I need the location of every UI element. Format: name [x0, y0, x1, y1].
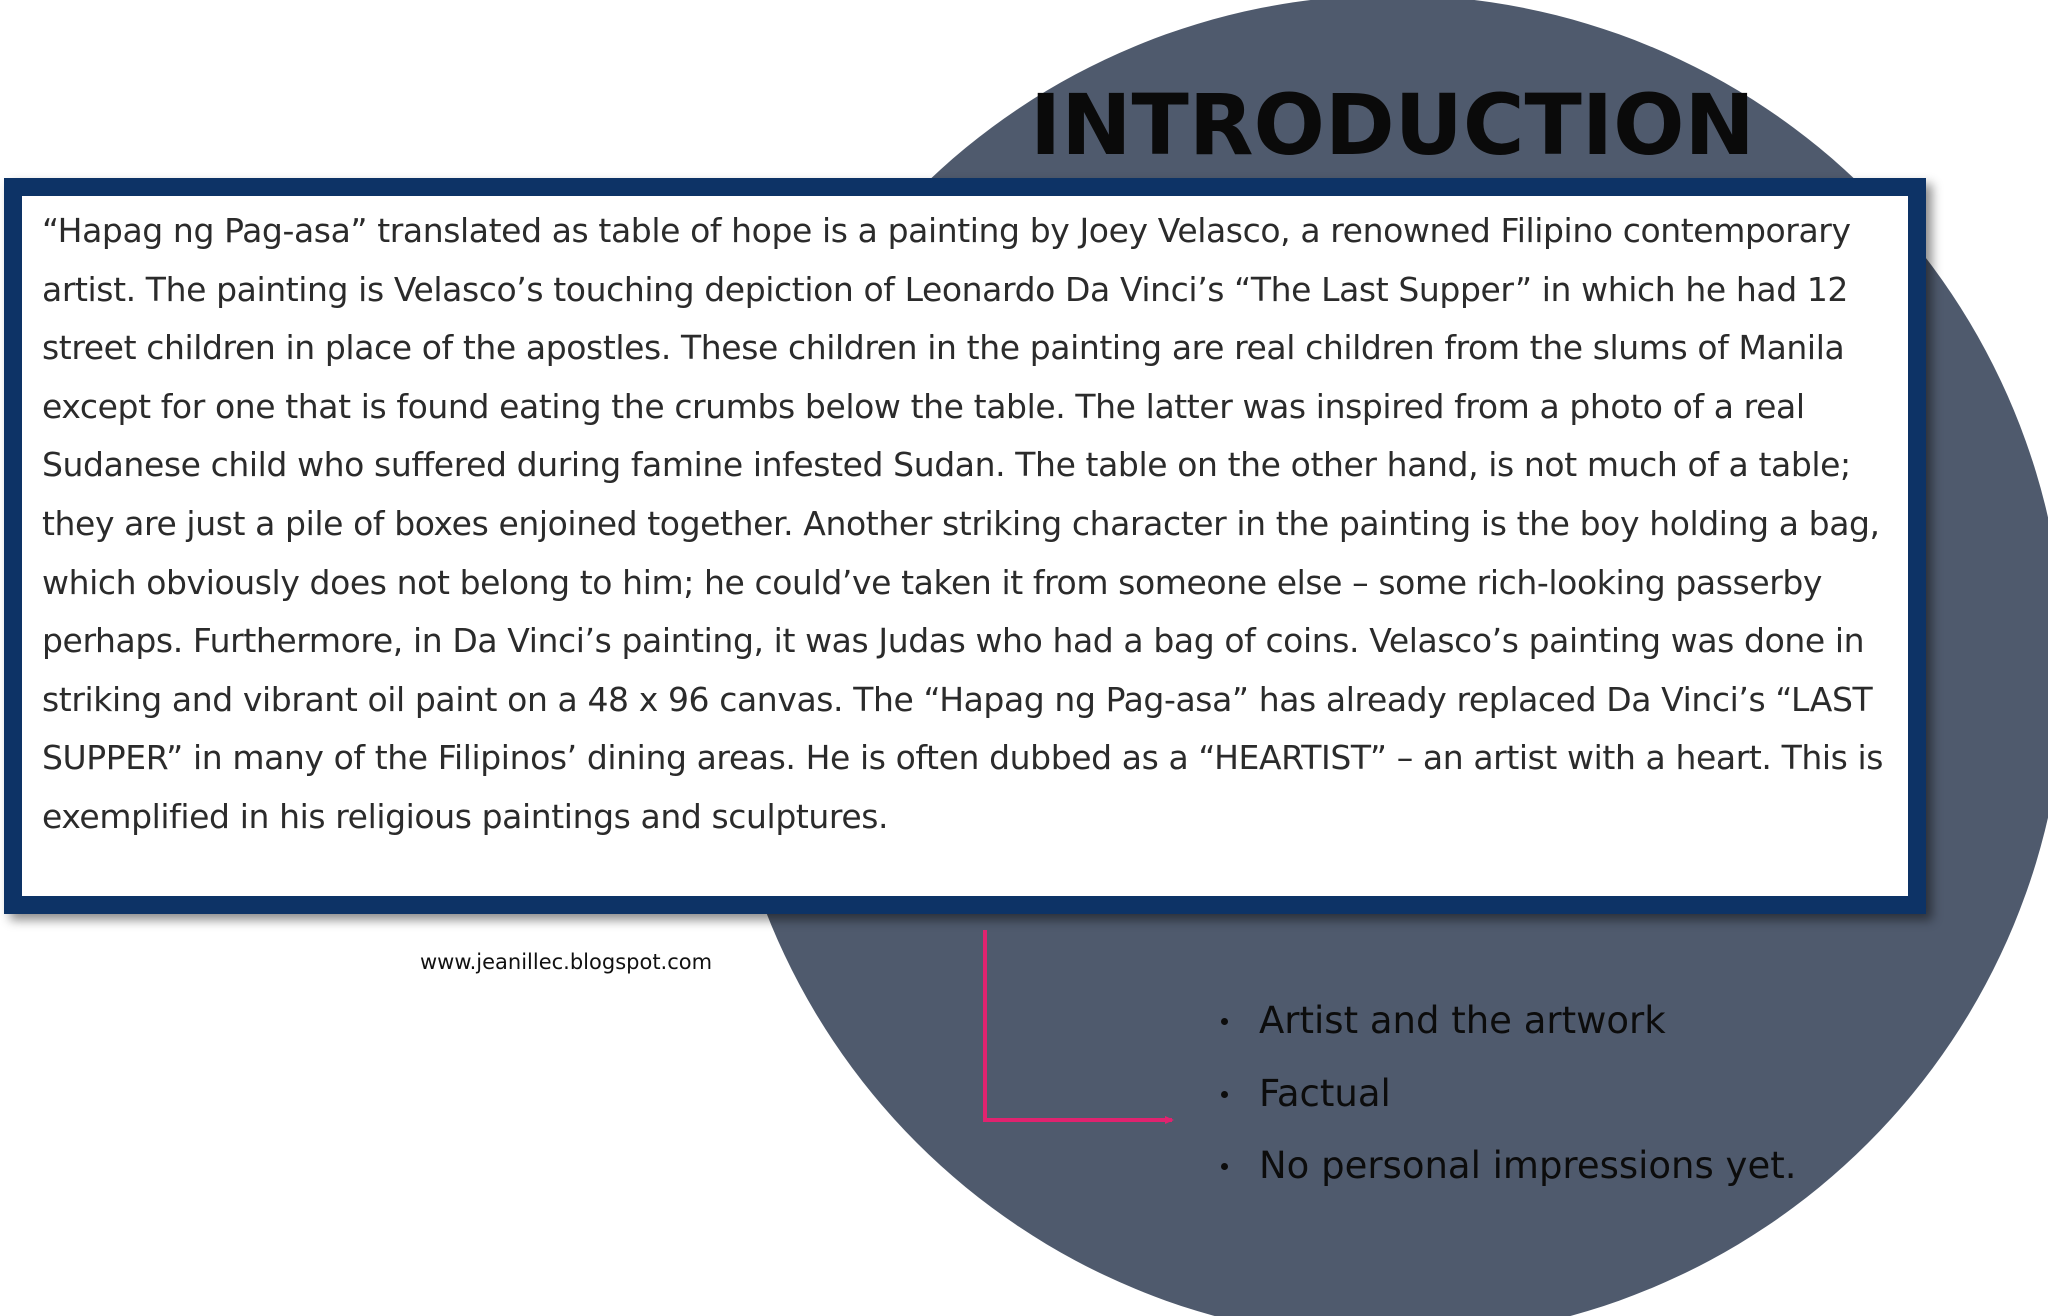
list-item-label: Factual	[1259, 1071, 1391, 1115]
source-credit: www.jeanillec.blogspot.com	[420, 950, 713, 974]
bullet-icon	[1221, 1091, 1228, 1098]
bullet-icon	[1221, 1163, 1228, 1170]
introduction-paragraph: “Hapag ng Pag-asa” translated as table of hope is a painting by Joey Velasco, a renowned Filipino contemporary artist. The painting is Velasco’s touching depiction of Leonardo Da Vinci’s “The Last Supper” in which he had 12 street children in place of the apostles. These children in the painting are real children from the slums of Manila except for one that is found eating the crumbs below the table. The latter was inspired from a photo of a real Sudanese child who suffered during famine infested Sudan. The table on the other hand, is not much of a table; they are just a pile of boxes enjoined together. Another striking character in the painting is the boy holding a bag, which obviously does not belong to him; he could’ve taken it from someone else – some rich-looking passerby perhaps. Furthermore, in Da Vinci’s painting, it was Judas who had a bag of coins. Velasco’s painting was done in striking and vibrant oil paint on a 48 x 96 canvas. The “Hapag ng Pag-asa” has already replaced Da Vinci’s “LAST SUPPER” in many of the Filipinos’ dining areas. He is often dubbed as a “HEARTIST” – an artist with a heart. This is exemplified in his religious paintings and sculptures.	[42, 211, 1884, 836]
quote-box	[4, 178, 1926, 914]
list-item	[1215, 985, 1796, 1058]
list-item	[1215, 1058, 1796, 1131]
list-item	[1215, 1130, 1796, 1203]
list-item-label: Artist and the artwork	[1259, 999, 1666, 1042]
list-item-label: No personal impressions yet.	[1259, 1144, 1797, 1187]
key-points-list	[1215, 985, 1796, 1203]
page-title: INTRODUCTION	[1030, 76, 1755, 174]
bullet-icon	[1221, 1018, 1228, 1025]
